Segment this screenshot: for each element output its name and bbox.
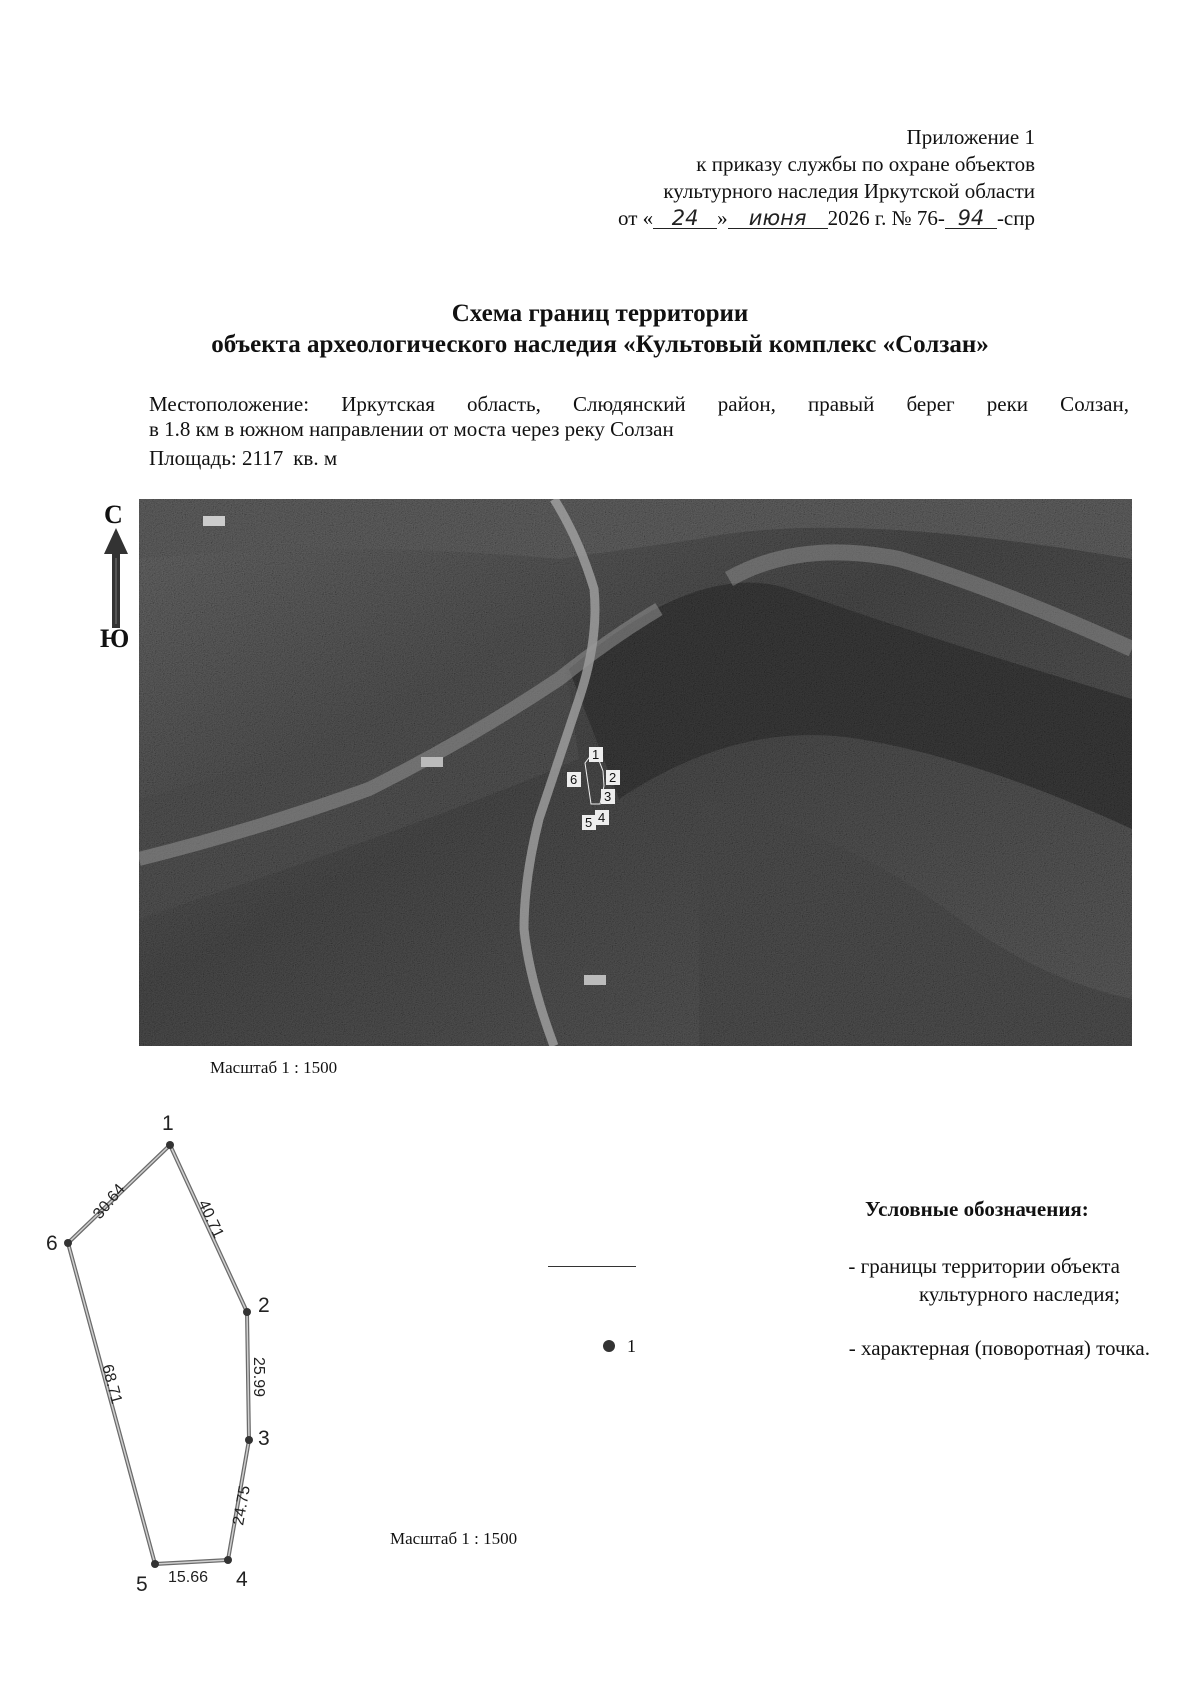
map-point-label: 1	[592, 747, 600, 762]
scheme-segment-length: 68.71	[98, 1362, 125, 1406]
legend-point-number: 1	[627, 1336, 636, 1356]
south-label: Ю	[100, 624, 130, 653]
appendix-date-line	[618, 205, 1035, 232]
scheme-point-label: 1	[162, 1112, 174, 1135]
scheme-segment-length: 40.71	[194, 1197, 227, 1241]
scheme-point-marker	[166, 1141, 174, 1149]
location-paragraph	[149, 392, 1129, 442]
location-line-2: в 1.8 км в южном направлении от моста через реку Солзан	[149, 417, 674, 441]
document-title	[0, 298, 1200, 360]
date-prefix: от «	[618, 206, 654, 230]
legend-title: Условные обозначения:	[865, 1197, 1089, 1221]
scheme-segment-length: 25.99	[250, 1357, 267, 1398]
title-line-1: Схема границ территории	[451, 300, 749, 327]
appendix-title: Приложение 1	[906, 125, 1035, 149]
scheme-point-label: 4	[236, 1568, 248, 1591]
boundary-scheme	[40, 1100, 360, 1610]
legend-point-text: - характерная (поворотная) точка.	[848, 1336, 1150, 1360]
scheme-segment-length: 15.66	[168, 1569, 209, 1586]
scheme-point-label: 2	[258, 1294, 270, 1317]
appendix-authority-line: культурного наследия Иркутской области	[663, 179, 1035, 203]
scheme-point-label: 6	[46, 1232, 58, 1255]
north-label: С	[104, 500, 123, 529]
scheme-point-marker	[64, 1239, 72, 1247]
map-tag	[584, 975, 606, 985]
map-point-label: 3	[604, 789, 612, 804]
area-line	[149, 446, 337, 471]
title-line-2: объекта археологического наследия «Культовый комплекс «Солзан»	[211, 331, 989, 358]
scheme-point-label: 3	[258, 1427, 270, 1450]
scheme-point-marker	[245, 1436, 253, 1444]
location-line-1: Местоположение: Иркутская область, Слюдянский район, правый берег реки Солзан,	[149, 392, 1129, 416]
scheme-segment-length: 24.75	[230, 1484, 254, 1527]
map-point-label: 2	[609, 770, 617, 785]
handwritten-number: 94	[945, 208, 997, 229]
legend-boundary-line-1: - границы территории объекта	[848, 1254, 1120, 1278]
satellite-map	[139, 499, 1132, 1046]
legend-boundary-line-2: культурного наследия;	[918, 1282, 1120, 1306]
scheme-point-marker	[243, 1308, 251, 1316]
map-point-label: 6	[570, 772, 578, 787]
date-year: 2026 г. № 76-	[827, 206, 945, 230]
legend-boundary-line	[548, 1266, 636, 1267]
map-scale: Масштаб 1 : 1500	[210, 1058, 338, 1077]
scheme-scale: Масштаб 1 : 1500	[390, 1529, 518, 1548]
date-mid: »	[717, 206, 728, 230]
legend-boundary-text	[848, 1252, 1120, 1308]
map-point-label: 5	[585, 815, 593, 830]
scheme-point-label: 5	[136, 1573, 148, 1596]
map-tag	[203, 516, 225, 526]
scheme-point-marker	[224, 1556, 232, 1564]
appendix-header	[618, 124, 1035, 232]
appendix-order-line: к приказу службы по охране объектов	[696, 152, 1035, 176]
number-suffix: -спр	[996, 206, 1035, 230]
area-unit: кв. м	[293, 446, 338, 470]
scheme-segment-length: 30.64	[90, 1180, 129, 1223]
handwritten-day: 24	[653, 208, 717, 229]
map-tag	[421, 757, 443, 767]
north-arrow-icon	[104, 528, 128, 628]
legend-point-icon	[603, 1340, 615, 1352]
handwritten-month: июня	[728, 208, 828, 229]
area-label: Площадь: 2117	[149, 446, 284, 470]
scheme-point-marker	[151, 1560, 159, 1568]
map-point-label: 4	[598, 810, 606, 825]
